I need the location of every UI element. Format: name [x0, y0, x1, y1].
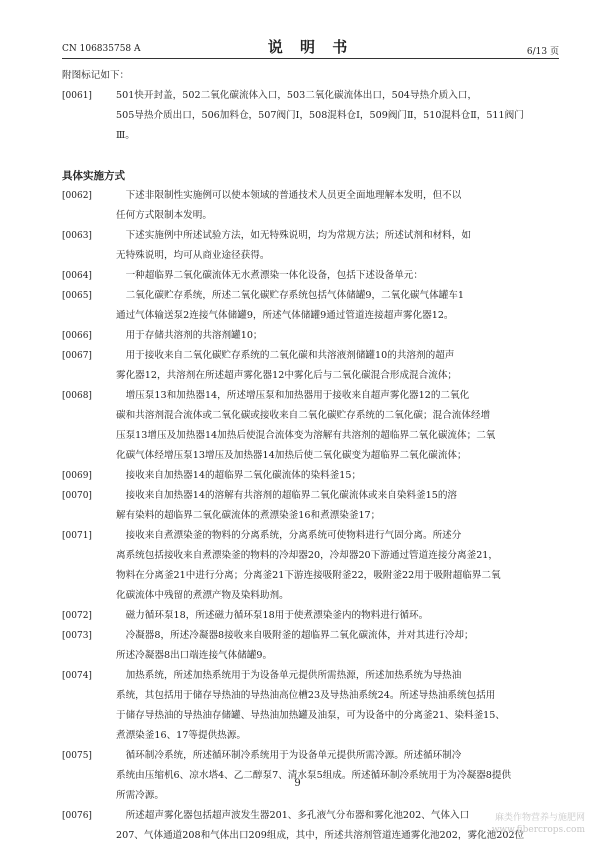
watermark-line: www.fibercrops.com [491, 825, 585, 835]
watermark-line: 麻类作物营养与施肥网 [494, 813, 585, 823]
paragraph-text [116, 486, 559, 526]
paragraph-number: [0076] [62, 811, 92, 821]
text-line: 501快开封盖，502二氧化碳流体入口，503二氧化碳流体出口，504导热介质入口， [116, 90, 478, 101]
text-line: 物料在分离釜21中进行分离；分离釜21下游连接吸附釜22，吸附釜22用于吸附超临界二氧 [116, 570, 501, 581]
paragraph-text [116, 526, 559, 606]
text-line: 所述超声雾化器包括超声波发生器201、多孔液气分布器和雾化池202、气体入口 [125, 810, 470, 821]
document-number: CN 106835758 A [62, 44, 141, 54]
paragraph-number: [0063] [62, 231, 92, 241]
text-line: 接收来自加热器14的超临界二氧化碳流体的染料釜15； [125, 470, 362, 481]
text-line: 用于接收来自二氧化碳贮存系统的二氧化碳和共溶液剂储罐10的共溶剂的超声 [125, 350, 455, 361]
paragraph [62, 386, 559, 466]
text-line: 505导热介质出口，506加料仓，507阀门Ⅰ，508混料仓Ⅰ，509阀门Ⅱ，510混料仓Ⅱ，511阀门 [116, 110, 524, 121]
document-body [62, 66, 559, 846]
text-line: 用于存储共溶剂的共溶剂罐10； [125, 330, 263, 341]
text-line: 接收来自加热器14的溶解有共溶剂的超临界二氧化碳流体或来自染料釜15的溶 [125, 490, 458, 501]
paragraph-number: [0065] [62, 291, 92, 301]
paragraph-number: [0073] [62, 631, 92, 641]
intro-line: 附图标记如下： [62, 70, 130, 81]
paragraph [62, 746, 559, 806]
text-line: 无特殊说明，均可从商业途径获得。 [116, 250, 270, 261]
text-line: 下述非限制性实施例可以使本领域的普通技术人员更全面地理解本发明，但不以 [125, 190, 462, 201]
paragraph [62, 666, 559, 746]
paragraph [62, 606, 559, 626]
text-line: 煮漂染釜16、17等提供热源。 [116, 730, 246, 741]
paragraph [62, 226, 559, 266]
text-line: 接收来自煮漂染釜的物料的分离系统，分离系统可使物料进行气固分离。所述分 [125, 530, 462, 541]
text-line: 于储存导热油的导热油存储罐、导热油加热罐及油泵，可为设备中的分离釜21、染料釜15、 [116, 710, 505, 721]
paragraph [62, 626, 559, 666]
page-title: 说 明 书 [267, 38, 354, 56]
section-heading: 具体实施方式 [62, 170, 125, 182]
watermark [492, 812, 585, 836]
paragraph [62, 266, 559, 286]
text-line: 离系统包括接收来自煮漂染釜的物料的冷却器20，冷却器20下游通过管道连接分离釜21， [116, 550, 498, 561]
paragraph-number: [0070] [62, 491, 92, 501]
paragraph-number: [0064] [62, 271, 92, 281]
page-header [62, 36, 559, 59]
text-line: 磁力循环泵18，所述磁力循环泵18用于使煮漂染釜内的物料进行循环。 [125, 610, 429, 621]
text-line: 207、气体通道208和气体出口209组成，其中，所述共溶剂管道连通雾化池202，雾化池202位 [116, 830, 525, 841]
page-info: 6/13 页 [526, 47, 559, 57]
paragraph-text [116, 266, 559, 286]
paragraph [62, 526, 559, 606]
text-line: 雾化器12，共溶剂在所述超声雾化器12中雾化后与二氧化碳混合形成混合流体； [116, 370, 458, 381]
paragraph [62, 286, 559, 326]
paragraph [62, 486, 559, 526]
text-line: 解有染料的超临界二氧化碳流体的煮漂染釜16和煮漂染釜17； [116, 510, 381, 521]
text-line: 系统，其包括用于储存导热油的导热油高位槽23及导热油系统24。所述导热油系统包括用 [116, 690, 496, 701]
text-line: 碳和共溶剂混合流体或二氧化碳或接收来自二氧化碳贮存系统的二氧化碳；混合流体经增 [116, 410, 491, 421]
paragraph-text [116, 186, 559, 226]
paragraph-number: [0069] [62, 471, 92, 481]
text-line: 下述实施例中所述试验方法，如无特殊说明，均为常规方法；所述试剂和材料，如 [125, 230, 471, 241]
paragraph-number: [0062] [62, 191, 92, 201]
text-line: 加热系统，所述加热系统用于为设备单元提供所需热源，所述加热系统为导热油 [125, 670, 462, 681]
paragraph-text [116, 386, 559, 466]
paragraph [62, 86, 559, 146]
paragraph-number: [0068] [62, 391, 92, 401]
text-line: 一种超临界二氧化碳流体无水煮漂染一体化设备，包括下述设备单元： [125, 270, 423, 281]
text-line: 所需冷源。 [116, 790, 164, 801]
paragraph [62, 346, 559, 386]
page-number: 9 [294, 778, 301, 789]
paragraph-text [116, 326, 559, 346]
paragraph-text [116, 286, 559, 326]
paragraph-number: [0071] [62, 531, 92, 541]
text-line: 化碳气体经增压泵13增压及加热器14加热后使二氧化碳变为超临界二氧化碳流体； [116, 450, 467, 461]
paragraph [62, 466, 559, 486]
paragraph [62, 326, 559, 346]
paragraph-number: [0072] [62, 611, 92, 621]
text-line: 冷凝器8，所述冷凝器8接收来自吸附釜的超临界二氧化碳流体，并对其进行冷却； [125, 630, 474, 641]
text-line: 化碳流体中残留的煮漂产物及染料助剂。 [116, 590, 289, 601]
paragraph-text [116, 86, 559, 146]
paragraph-number: [0061] [62, 91, 92, 101]
paragraph [62, 186, 559, 226]
text-line: 通过气体输送泵2连接气体储罐9，所述气体储罐9通过管道连接超声雾化器12。 [116, 310, 454, 321]
paragraph-text [116, 466, 559, 486]
text-line: 所述冷凝器8出口端连接气体储罐9。 [116, 650, 273, 661]
text-line: 二氧化碳贮存系统，所述二氧化碳贮存系统包括气体储罐9，二氧化碳气体罐车1 [125, 290, 464, 301]
text-line: 任何方式限制本发明。 [116, 210, 212, 221]
paragraph-number: [0066] [62, 331, 92, 341]
paragraph [62, 806, 559, 846]
paragraph-text [116, 606, 559, 626]
text-line: Ⅲ。 [116, 130, 135, 141]
paragraph-number: [0067] [62, 351, 92, 361]
text-line: 增压泵13和加热器14，所述增压泵和加热器用于接收来自超声雾化器12的二氧化 [125, 390, 470, 401]
text-line: 循环制冷系统，所述循环制冷系统用于为设备单元提供所需冷源。所述循环制冷 [125, 750, 462, 761]
paragraph-text [116, 346, 559, 386]
paragraph-text [116, 746, 559, 806]
paragraph-text [116, 666, 559, 746]
text-line: 系统由压缩机6、凉水塔4、乙二醇泵7、清水泵5组成。所述循环制冷系统用于为冷凝器8提供 [116, 770, 512, 781]
text-line: 压泵13增压及加热器14加热后使混合流体变为溶解有共溶剂的超临界二氧化碳流体；二氧 [116, 430, 496, 441]
paragraph-text [116, 226, 559, 266]
paragraph-text [116, 626, 559, 666]
paragraph-number: [0074] [62, 671, 92, 681]
paragraph-number: [0075] [62, 751, 92, 761]
